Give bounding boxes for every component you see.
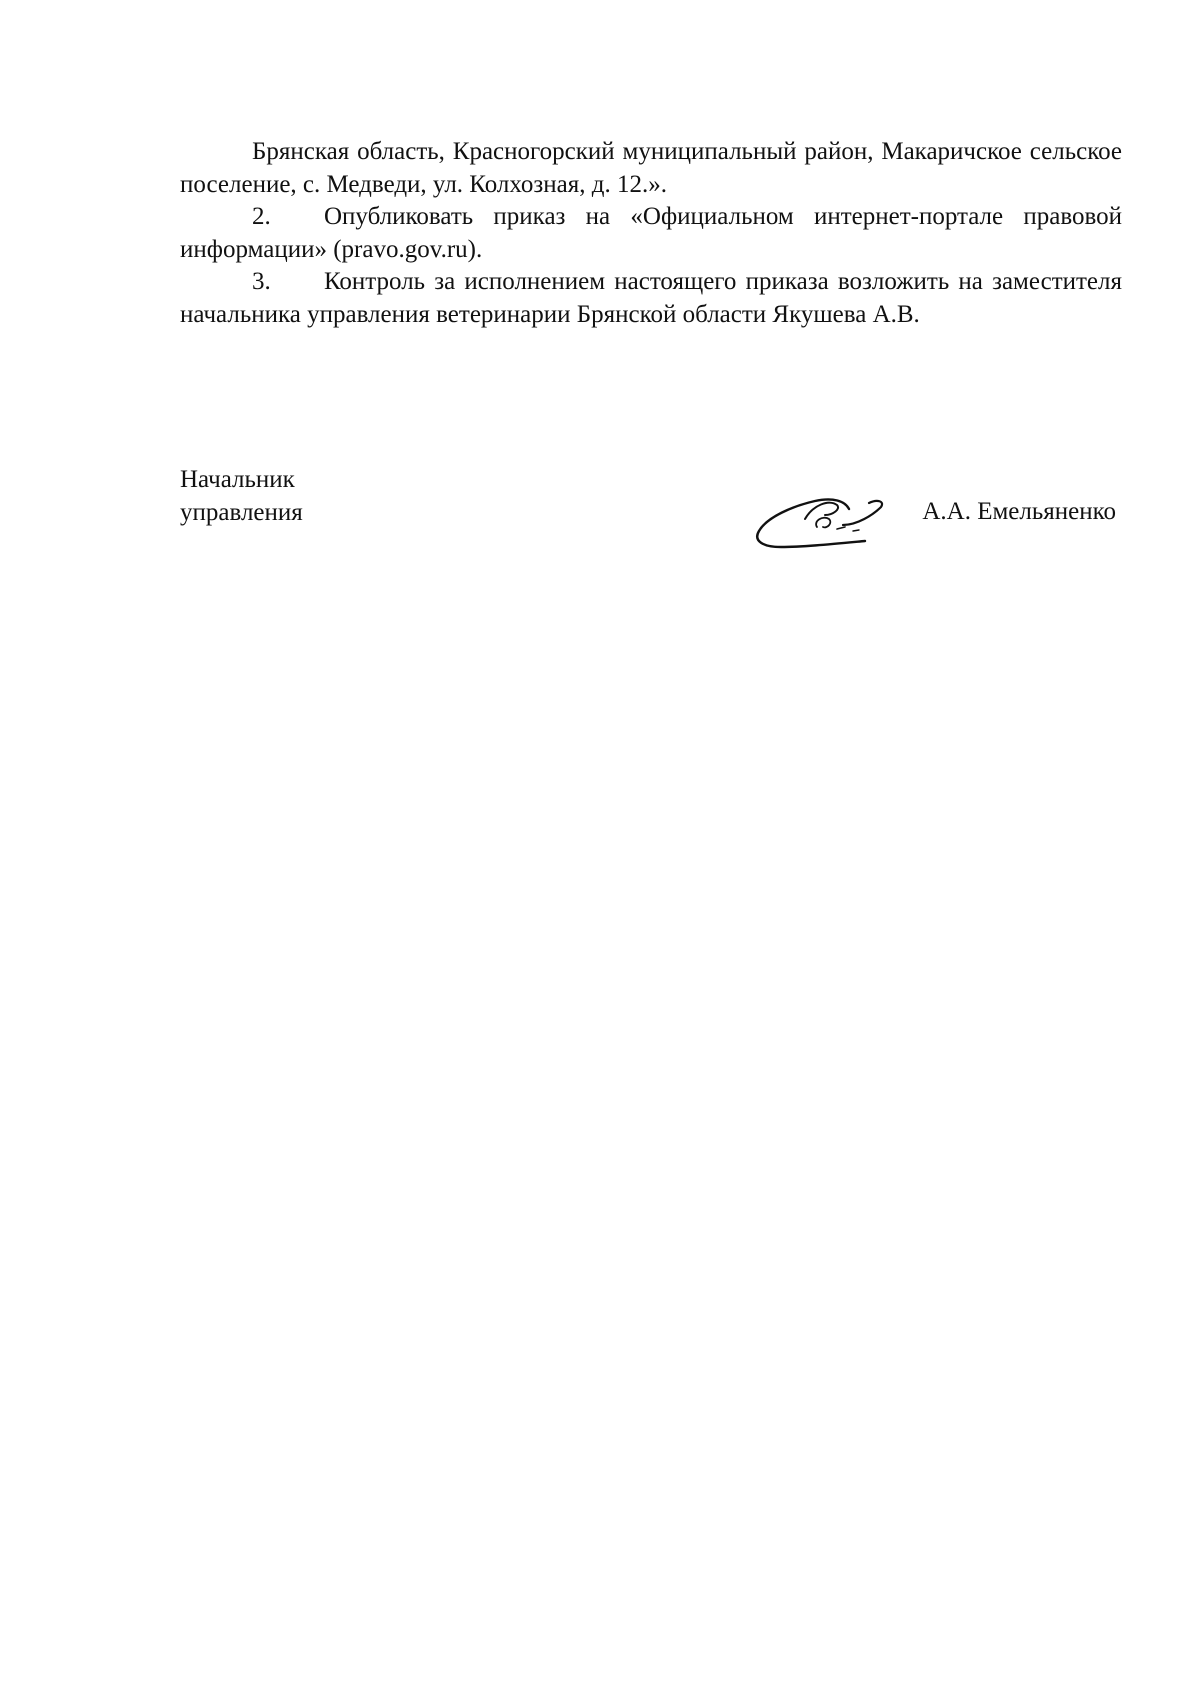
signer-position	[180, 463, 303, 529]
item-number: 2.	[252, 203, 271, 230]
paragraph-text: Контроль за исполнением настоящего приказа возложить на заместителя начальника управления ветеринарии Брянской области Якушева А.В.	[180, 268, 1122, 328]
document-body	[180, 136, 1122, 331]
signer-position-line-1: Начальник	[180, 466, 295, 493]
handwritten-signature-icon	[753, 481, 903, 559]
item-number: 3.	[252, 268, 271, 295]
paragraph-item-3	[180, 266, 1122, 331]
signer-position-line-2: управления	[180, 499, 303, 526]
paragraph-address	[180, 136, 1122, 201]
signature-block	[180, 463, 1122, 563]
paragraph-text: Опубликовать приказ на «Официальном интернет-портале правовой информации» (pravo.gov.ru).	[180, 203, 1122, 263]
paragraph-text: Брянская область, Красногорский муниципальный район, Макаричское сельское поселение, с. Медведи, ул. Колхозная, д. 12.».	[180, 138, 1122, 198]
signer-name: А.А. Емельяненко	[922, 498, 1116, 525]
paragraph-item-2	[180, 201, 1122, 266]
